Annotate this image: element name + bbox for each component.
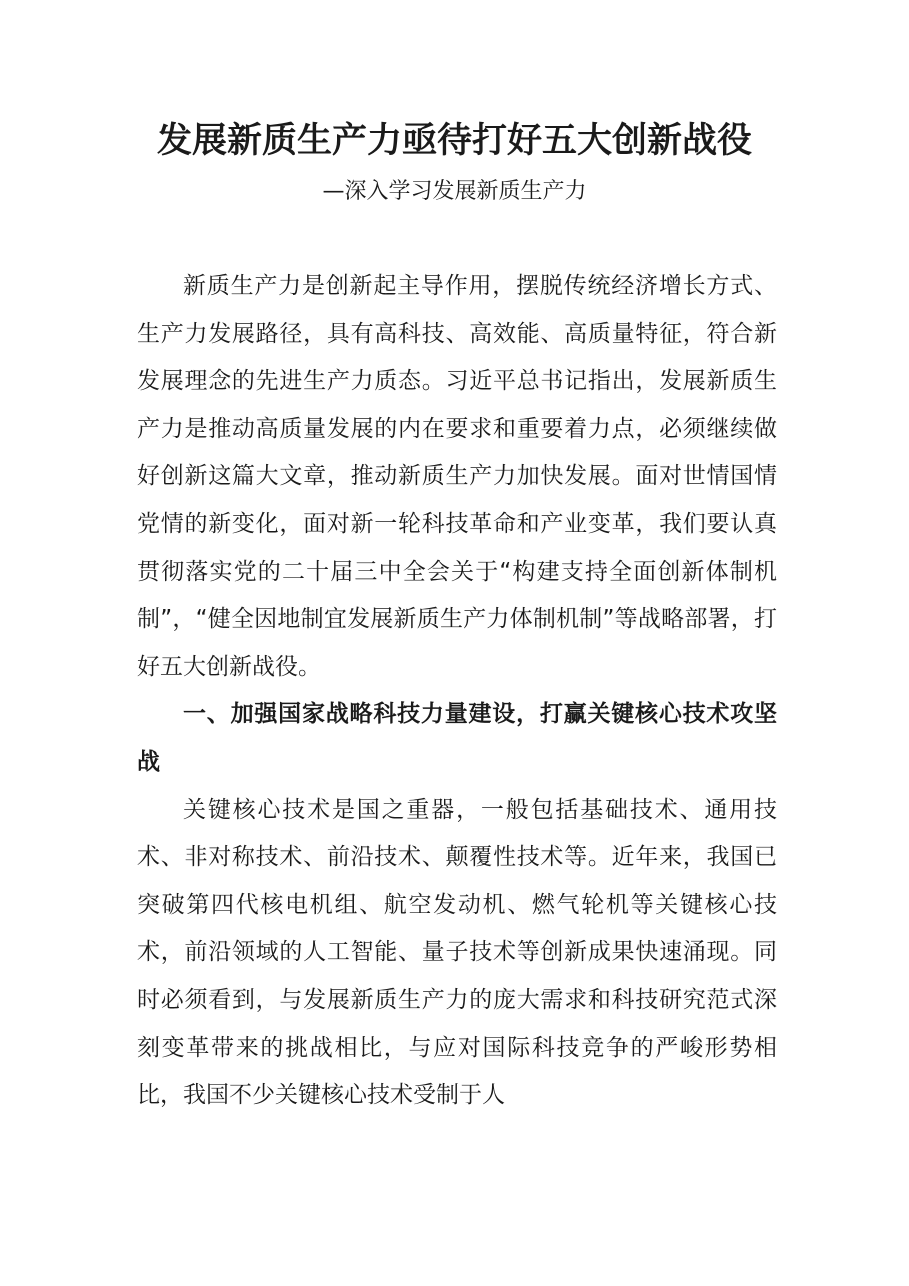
intro-paragraph: 新质生产力是创新起主导作用，摆脱传统经济增长方式、生产力发展路径，具有高科技、高效能、高质量特征，符合新发展理念的先进生产力质态。习近平总书记指出，发展新质生产力是推动高质量发展的内在要求和重要着力点，必须继续做好创新这篇大文章，推动新质生产力加快发展。面对世情国情党情的新变化，面对新一轮科技革命和产业变革，我们要认真贯彻落实党的二十届三中全会关于“构建支持全面创新体制机制”，“健全因地制宜发展新质生产力体制机制”等战略部署，打好五大创新战役。 xyxy=(137,273,777,680)
section-paragraph: 关键核心技术是国之重器，一般包括基础技术、通用技术、非对称技术、前沿技术、颠覆性技术等。近年来，我国已突破第四代核电机组、航空发动机、燃气轮机等关键核心技术，前沿领域的人工智能、量子技术等创新成果快速涌现。同时必须看到，与发展新质生产力的庞大需求和科技研究范式深刻变革带来的挑战相比，与应对国际科技竞争的严峻形势相比，我国不少关键核心技术受制于人 xyxy=(137,796,777,1109)
section-heading: 一、加强国家战略科技力量建设，打赢关键核心技术攻坚战 xyxy=(137,701,777,775)
document-subtitle: —深入学习发展新质生产力 xyxy=(322,179,587,204)
document-title: 发展新质生产力亟待打好五大创新战役 xyxy=(156,120,752,161)
document-body xyxy=(137,263,777,1120)
